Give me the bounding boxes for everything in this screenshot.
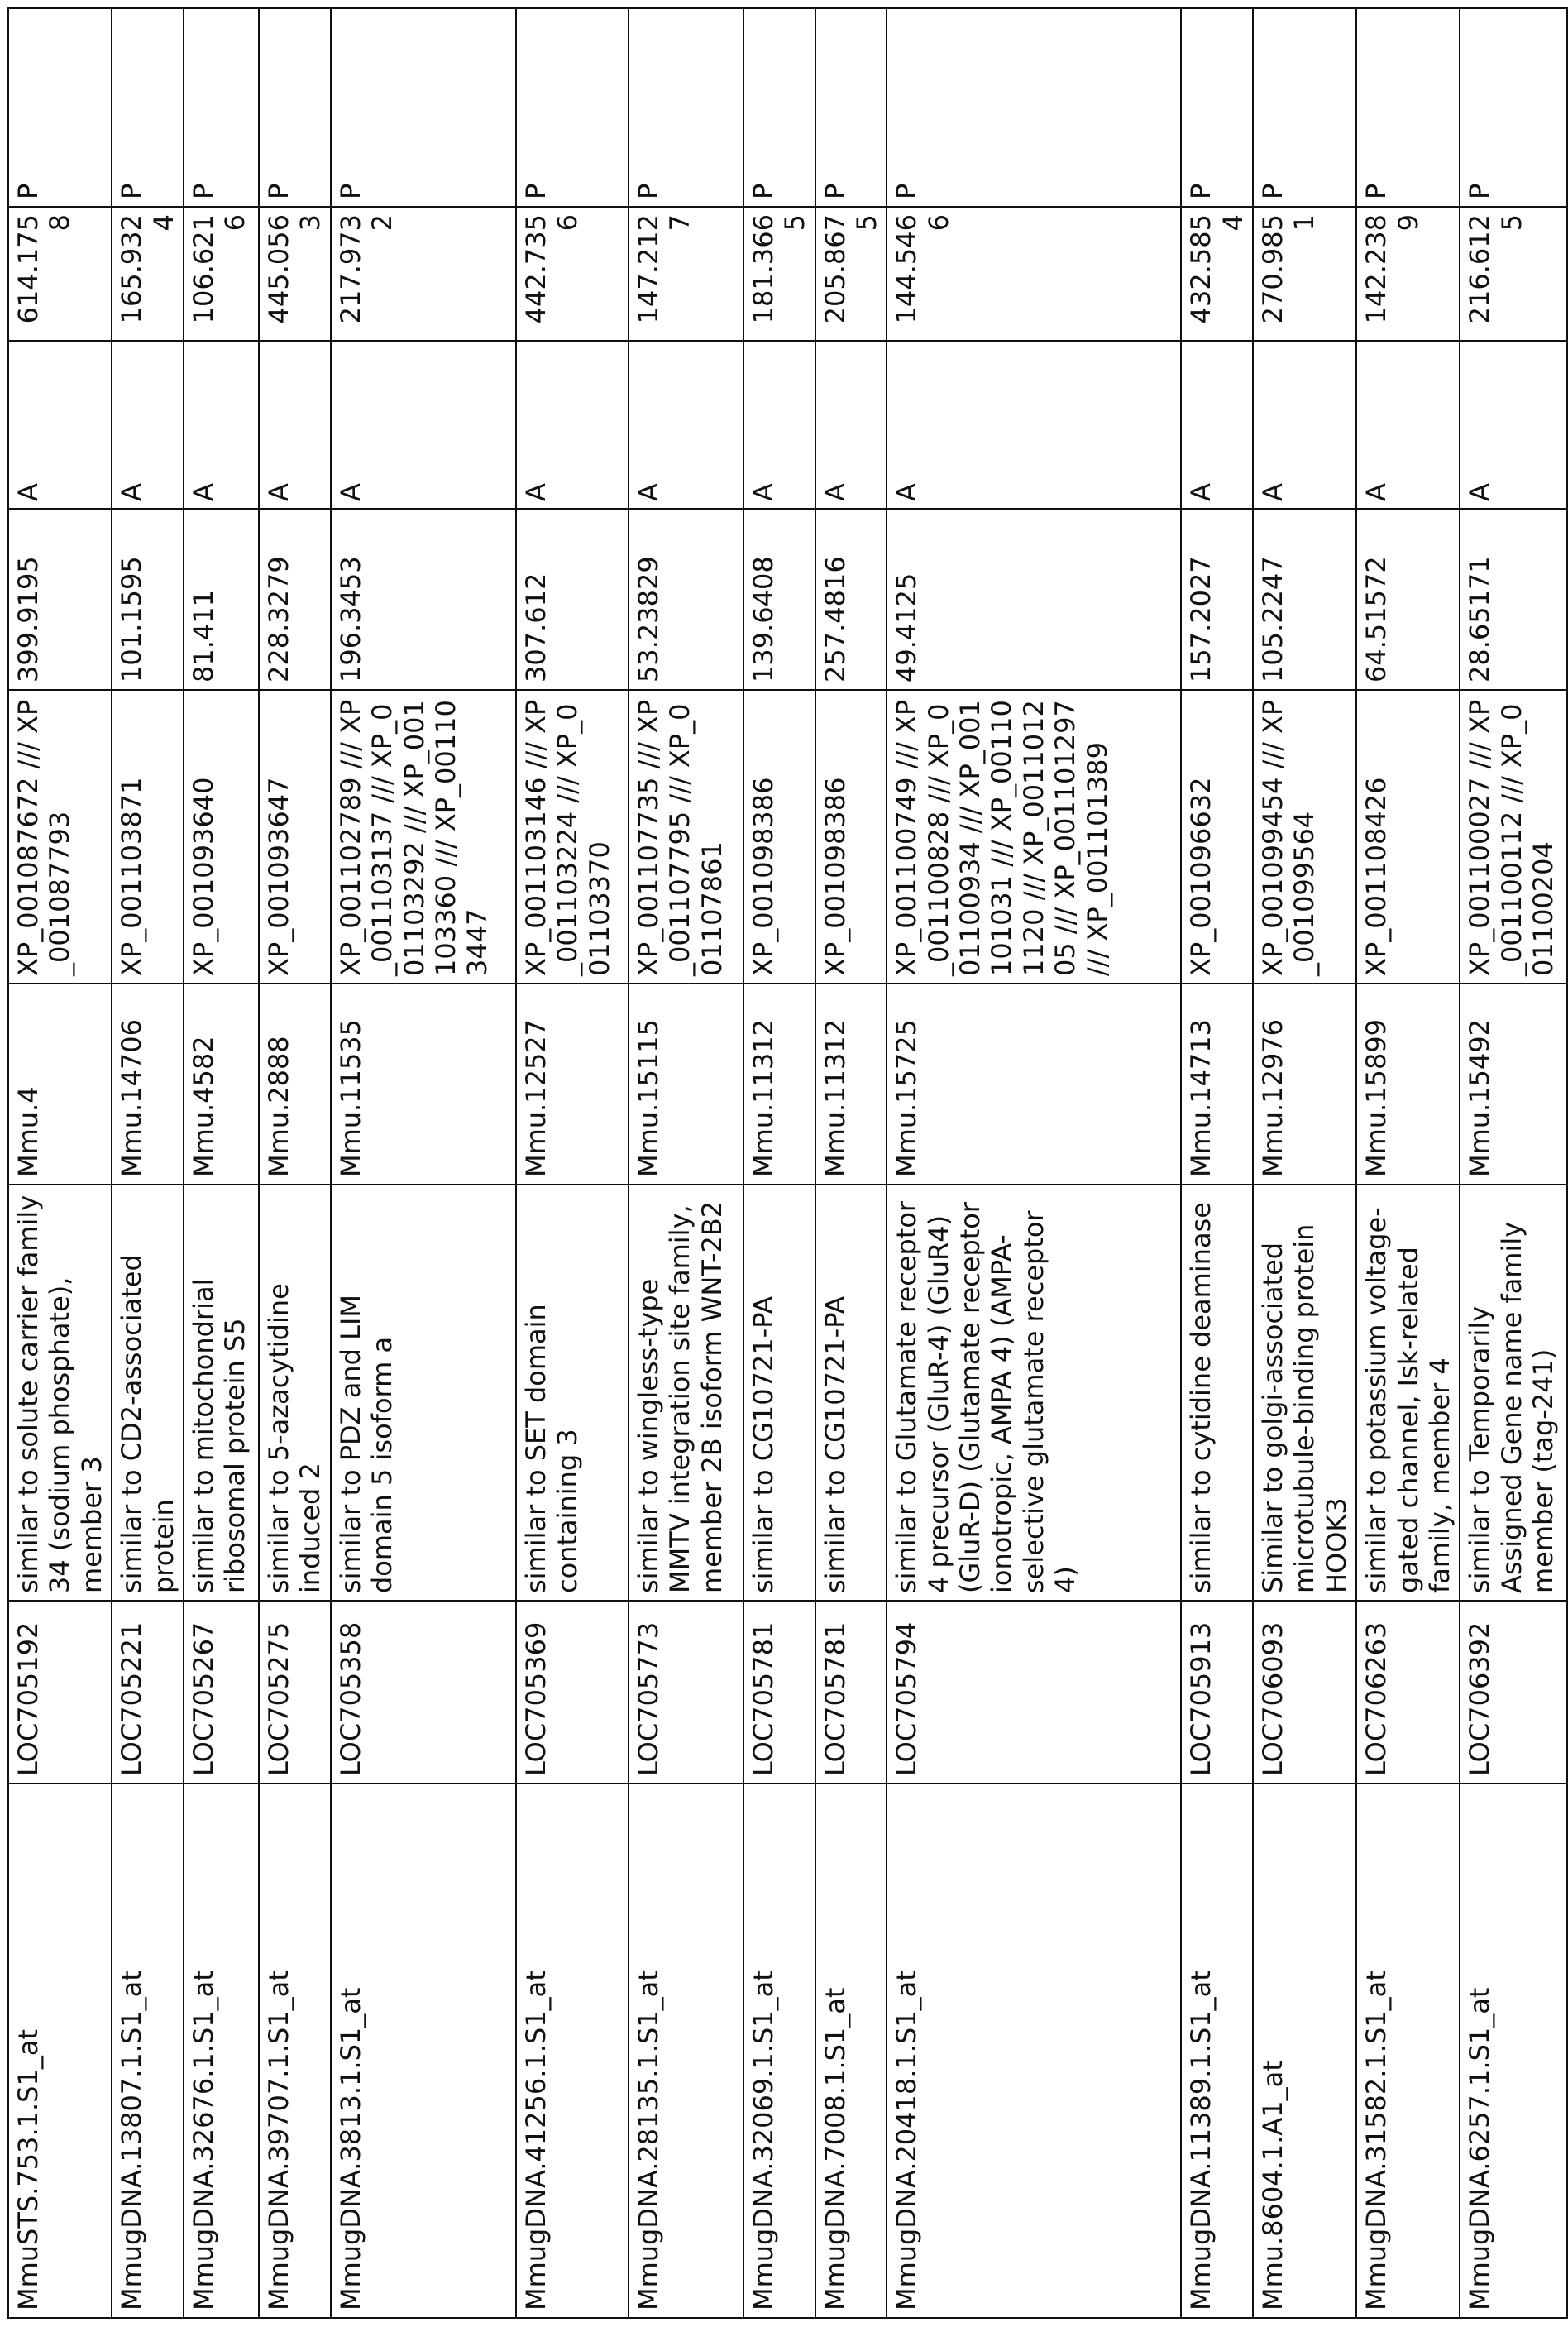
call-2-cell: P bbox=[331, 8, 516, 207]
probe-id-cell: MmugDNA.39707.1.S1_at bbox=[259, 1784, 331, 2318]
value-1-cell: 49.4125 bbox=[887, 509, 1181, 690]
refseq-accessions-cell: XP_001103871 bbox=[112, 690, 184, 984]
gene-expression-table bbox=[7, 7, 1568, 2319]
table-row bbox=[629, 8, 743, 2318]
call-2-cell: P bbox=[815, 8, 887, 207]
value-2-cell: 142.2389 bbox=[1356, 207, 1460, 341]
value-1-cell: 81.411 bbox=[184, 509, 259, 690]
refseq-accessions-cell: XP_001100027 /// XP_001100112 /// XP_001100204 bbox=[1460, 690, 1567, 984]
unigene-cell: Mmu.15115 bbox=[629, 984, 743, 1185]
value-1-cell: 101.1595 bbox=[112, 509, 184, 690]
table-row bbox=[8, 8, 112, 2318]
call-2-cell: P bbox=[743, 8, 815, 207]
table-row bbox=[1356, 8, 1460, 2318]
probe-id-cell: MmugDNA.31582.1.S1_at bbox=[1356, 1784, 1460, 2318]
probe-id-cell: MmugDNA.41256.1.S1_at bbox=[516, 1784, 629, 2318]
description-cell: similar to mitochondrial ribosomal protein S5 bbox=[184, 1185, 259, 1601]
table-row bbox=[1181, 8, 1253, 2318]
refseq-accessions-cell: XP_001098386 bbox=[743, 690, 815, 984]
refseq-accessions-cell: XP_001107735 /// XP_001107795 /// XP_001107861 bbox=[629, 690, 743, 984]
value-2-cell: 217.9732 bbox=[331, 207, 516, 341]
table-row bbox=[815, 8, 887, 2318]
refseq-accessions-cell: XP_001103146 /// XP_001103224 /// XP_001103370 bbox=[516, 690, 629, 984]
probe-id-cell: MmugDNA.7008.1.S1_at bbox=[815, 1784, 887, 2318]
locus-cell: LOC706263 bbox=[1356, 1601, 1460, 1784]
locus-cell: LOC705794 bbox=[887, 1601, 1181, 1784]
locus-cell: LOC705275 bbox=[259, 1601, 331, 1784]
value-1-cell: 228.3279 bbox=[259, 509, 331, 690]
value-1-cell: 257.4816 bbox=[815, 509, 887, 690]
value-2-cell: 432.5854 bbox=[1181, 207, 1253, 341]
description-cell: similar to 5-azacytidine induced 2 bbox=[259, 1185, 331, 1601]
call-1-cell: A bbox=[516, 341, 629, 509]
call-1-cell: A bbox=[8, 341, 112, 509]
call-2-cell: P bbox=[1460, 8, 1567, 207]
value-2-cell: 445.0563 bbox=[259, 207, 331, 341]
value-2-cell: 181.3665 bbox=[743, 207, 815, 341]
table-row bbox=[259, 8, 331, 2318]
description-cell: similar to SET domain containing 3 bbox=[516, 1185, 629, 1601]
call-1-cell: A bbox=[743, 341, 815, 509]
unigene-cell: Mmu.2888 bbox=[259, 984, 331, 1185]
refseq-accessions-cell: XP_001100749 /// XP_001100828 /// XP_001100934 /// XP_001101031 /// XP_001101120 /// XP_001101205 /// XP_001101297 /// XP_001101389 bbox=[887, 690, 1181, 984]
table-row bbox=[331, 8, 516, 2318]
call-1-cell: A bbox=[331, 341, 516, 509]
value-2-cell: 147.2127 bbox=[629, 207, 743, 341]
value-1-cell: 307.612 bbox=[516, 509, 629, 690]
description-cell: similar to Glutamate receptor 4 precursor (GluR-4) (GluR4) (GluR-D) (Glutamate receptor ionotropic, AMPA 4) (AMPA-selective glutamate receptor 4) bbox=[887, 1185, 1181, 1601]
value-1-cell: 196.3453 bbox=[331, 509, 516, 690]
unigene-cell: Mmu.14706 bbox=[112, 984, 184, 1185]
description-cell: similar to potassium voltage-gated channel, Isk-related family, member 4 bbox=[1356, 1185, 1460, 1601]
probe-id-cell: MmugDNA.32676.1.S1_at bbox=[184, 1784, 259, 2318]
value-2-cell: 205.8675 bbox=[815, 207, 887, 341]
locus-cell: LOC706093 bbox=[1253, 1601, 1356, 1784]
locus-cell: LOC705267 bbox=[184, 1601, 259, 1784]
value-1-cell: 105.2247 bbox=[1253, 509, 1356, 690]
value-2-cell: 270.9851 bbox=[1253, 207, 1356, 341]
call-1-cell: A bbox=[259, 341, 331, 509]
description-cell: similar to PDZ and LIM domain 5 isoform a bbox=[331, 1185, 516, 1601]
value-1-cell: 28.65171 bbox=[1460, 509, 1567, 690]
value-1-cell: 139.6408 bbox=[743, 509, 815, 690]
locus-cell: LOC706392 bbox=[1460, 1601, 1567, 1784]
call-2-cell: P bbox=[1253, 8, 1356, 207]
table-row bbox=[743, 8, 815, 2318]
refseq-accessions-cell: XP_001093647 bbox=[259, 690, 331, 984]
value-2-cell: 442.7356 bbox=[516, 207, 629, 341]
table-row bbox=[184, 8, 259, 2318]
probe-id-cell: MmugDNA.32069.1.S1_at bbox=[743, 1784, 815, 2318]
description-cell: Similar to golgi-associated microtubule-binding protein HOOK3 bbox=[1253, 1185, 1356, 1601]
table-row bbox=[1460, 8, 1567, 2318]
value-1-cell: 64.51572 bbox=[1356, 509, 1460, 690]
call-1-cell: A bbox=[887, 341, 1181, 509]
refseq-accessions-cell: XP_001098386 bbox=[815, 690, 887, 984]
probe-id-cell: MmugDNA.3813.1.S1_at bbox=[331, 1784, 516, 2318]
value-2-cell: 144.5466 bbox=[887, 207, 1181, 341]
table-row bbox=[887, 8, 1181, 2318]
refseq-accessions-cell: XP_001096632 bbox=[1181, 690, 1253, 984]
refseq-accessions-cell: XP_001102789 /// XP_001103137 /// XP_001103292 /// XP_001103360 /// XP_001103447 bbox=[331, 690, 516, 984]
table-row bbox=[1253, 8, 1356, 2318]
locus-cell: LOC705773 bbox=[629, 1601, 743, 1784]
call-1-cell: A bbox=[1356, 341, 1460, 509]
call-1-cell: A bbox=[629, 341, 743, 509]
probe-id-cell: MmugDNA.20418.1.S1_at bbox=[887, 1784, 1181, 2318]
call-1-cell: A bbox=[815, 341, 887, 509]
refseq-accessions-cell: XP_001108426 bbox=[1356, 690, 1460, 984]
unigene-cell: Mmu.12976 bbox=[1253, 984, 1356, 1185]
description-cell: similar to CD2-associated protein bbox=[112, 1185, 184, 1601]
unigene-cell: Mmu.12527 bbox=[516, 984, 629, 1185]
probe-id-cell: MmugDNA.11389.1.S1_at bbox=[1181, 1784, 1253, 2318]
call-2-cell: P bbox=[887, 8, 1181, 207]
description-cell: similar to CG10721-PA bbox=[815, 1185, 887, 1601]
refseq-accessions-cell: XP_001099454 /// XP_001099564 bbox=[1253, 690, 1356, 984]
refseq-accessions-cell: XP_001087672 /// XP_001087793 bbox=[8, 690, 112, 984]
locus-cell: LOC705221 bbox=[112, 1601, 184, 1784]
unigene-cell: Mmu.15725 bbox=[887, 984, 1181, 1185]
call-2-cell: P bbox=[112, 8, 184, 207]
unigene-cell: Mmu.15899 bbox=[1356, 984, 1460, 1185]
locus-cell: LOC705781 bbox=[743, 1601, 815, 1784]
refseq-accessions-cell: XP_001093640 bbox=[184, 690, 259, 984]
description-cell: similar to cytidine deaminase bbox=[1181, 1185, 1253, 1601]
call-1-cell: A bbox=[184, 341, 259, 509]
call-2-cell: P bbox=[184, 8, 259, 207]
value-2-cell: 614.1758 bbox=[8, 207, 112, 341]
probe-id-cell: MmugDNA.13807.1.S1_at bbox=[112, 1784, 184, 2318]
description-cell: similar to wingless-type MMTV integration site family, member 2B isoform WNT-2B2 bbox=[629, 1185, 743, 1601]
call-2-cell: P bbox=[1356, 8, 1460, 207]
probe-id-cell: Mmu.8604.1.A1_at bbox=[1253, 1784, 1356, 2318]
call-2-cell: P bbox=[516, 8, 629, 207]
call-2-cell: P bbox=[8, 8, 112, 207]
unigene-cell: Mmu.4582 bbox=[184, 984, 259, 1185]
value-2-cell: 106.6216 bbox=[184, 207, 259, 341]
locus-cell: LOC705369 bbox=[516, 1601, 629, 1784]
unigene-cell: Mmu.15492 bbox=[1460, 984, 1567, 1185]
probe-id-cell: MmugDNA.6257.1.S1_at bbox=[1460, 1784, 1567, 2318]
probe-id-cell: MmugDNA.28135.1.S1_at bbox=[629, 1784, 743, 2318]
unigene-cell: Mmu.11312 bbox=[743, 984, 815, 1185]
call-1-cell: A bbox=[1181, 341, 1253, 509]
description-cell: similar to Temporarily Assigned Gene name family member (tag-241) bbox=[1460, 1185, 1567, 1601]
value-2-cell: 216.6125 bbox=[1460, 207, 1567, 341]
call-1-cell: A bbox=[1253, 341, 1356, 509]
call-1-cell: A bbox=[1460, 341, 1567, 509]
unigene-cell: Mmu.11535 bbox=[331, 984, 516, 1185]
description-cell: similar to solute carrier family 34 (sodium phosphate), member 3 bbox=[8, 1185, 112, 1601]
value-2-cell: 165.9324 bbox=[112, 207, 184, 341]
probe-id-cell: MmuSTS.753.1.S1_at bbox=[8, 1784, 112, 2318]
locus-cell: LOC705358 bbox=[331, 1601, 516, 1784]
unigene-cell: Mmu.11312 bbox=[815, 984, 887, 1185]
call-2-cell: P bbox=[629, 8, 743, 207]
description-cell: similar to CG10721-PA bbox=[743, 1185, 815, 1601]
value-1-cell: 53.23829 bbox=[629, 509, 743, 690]
call-1-cell: A bbox=[112, 341, 184, 509]
unigene-cell: Mmu.14713 bbox=[1181, 984, 1253, 1185]
value-1-cell: 157.2027 bbox=[1181, 509, 1253, 690]
call-2-cell: P bbox=[1181, 8, 1253, 207]
rotated-table-container bbox=[7, 9, 1514, 2319]
table-row bbox=[516, 8, 629, 2318]
table-row bbox=[112, 8, 184, 2318]
call-2-cell: P bbox=[259, 8, 331, 207]
locus-cell: LOC705192 bbox=[8, 1601, 112, 1784]
unigene-cell: Mmu.4 bbox=[8, 984, 112, 1185]
value-1-cell: 399.9195 bbox=[8, 509, 112, 690]
locus-cell: LOC705913 bbox=[1181, 1601, 1253, 1784]
locus-cell: LOC705781 bbox=[815, 1601, 887, 1784]
